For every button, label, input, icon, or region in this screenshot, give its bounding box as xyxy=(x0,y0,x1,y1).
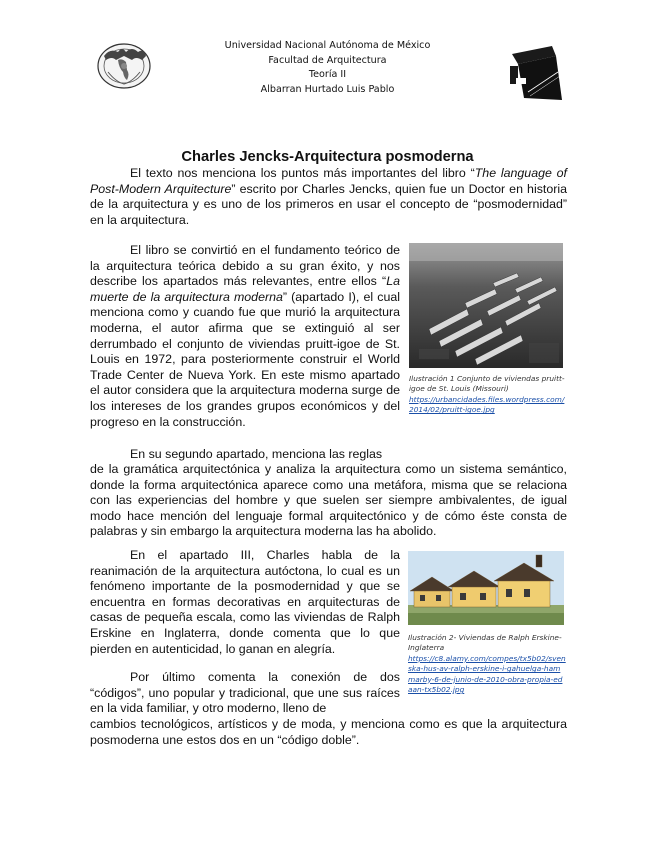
figure-1-caption xyxy=(409,374,565,416)
paragraph-chapter-three xyxy=(90,548,400,657)
chapter-two-line: palabras y sin embargo la arquitectura moderna las ha abolido. xyxy=(90,524,437,538)
university-name: Universidad Nacional Autónoma de México xyxy=(224,40,431,51)
chapter-two-line: donde la forma arquitectónica aparece como una metáfora, misma que se relaciona xyxy=(90,478,567,492)
figure-2-caption xyxy=(408,633,566,695)
double-code-line: cambios tecnológicos, artísticos y de moda, y menciona como es que la arquitectura xyxy=(90,717,567,731)
book-title: The language of Post-Modern Arquitecture xyxy=(90,166,567,196)
faculty-logo xyxy=(506,42,566,102)
double-code-text: Por último comenta la conexión de dos “códigos”, uno popular y tradicional, que une sus raíces en la vida familiar, y otro moderno, lleno de xyxy=(90,670,400,716)
paragraph-intro xyxy=(90,166,567,228)
paragraph-double-code xyxy=(90,670,400,717)
chapter-two-line: modo hace mención del lenguaje formal arquitectónico y de cómo éste consta de xyxy=(90,509,567,523)
erskine-houses-photo xyxy=(408,551,564,625)
chapter-three-text: En el apartado III, Charles habla de la reanimación de la arquitectura autóctona, lo cual es un fenómeno importante de la posmodernidad y que se encuentra en formas decorativas en arquitecturas de casas de pequeña escala, como las viviendas de Ralph Erskine en Inglaterra, donde comenta que lo que pierden en autenticidad, lo ganan en alegría. xyxy=(90,548,400,656)
pruitt-igoe-photo xyxy=(409,243,563,368)
intro-text-start: El texto nos menciona los puntos más importantes del libro “ xyxy=(130,166,475,180)
course-name: Teoría II xyxy=(308,69,347,81)
figure-2-source-link[interactable]: https://c8.alamy.com/compes/tx5b02/svenska-hus-av-ralph-erskine-i-gahuelga-hammarby-6-de-junio-de-2010-obra-propia-edaan-tx5b02.jpg xyxy=(408,653,566,695)
document-title: Charles Jencks-Arquitectura posmoderna xyxy=(181,149,474,165)
figure-1-source-link[interactable]: https://urbancidades.files.wordpress.com/2014/02/pruitt-igoe.jpg xyxy=(409,394,565,415)
chapter-one-text-start: El libro se convirtió en el fundamento teórico de la arquitectura teórica debido a su gran éxito, y nos describe los apartados más relevantes, entre ellos “ xyxy=(90,243,400,289)
chapter-one-title: La muerte de la arquitectura moderna xyxy=(90,274,400,304)
university-seal-logo xyxy=(96,42,152,90)
author-name: Albarran Hurtado Luis Pablo xyxy=(260,83,395,95)
chapter-two-line: con las experiencias del hombre y que suelen ser siempre ambivalentes, de igual xyxy=(90,493,567,507)
paragraph-chapter-one xyxy=(90,243,400,430)
figure-1-caption-text: Ilustración 1 Conjunto de viviendas pruitt-igoe de St. Louis (Missouri) xyxy=(409,374,565,394)
figure-2-caption-text: Ilustración 2- Viviendas de Ralph Erskine-Inglaterra xyxy=(408,633,562,653)
faculty-name: Facultad de Arquitectura xyxy=(268,54,387,66)
double-code-line: posmoderna une estos dos en un “código doble”. xyxy=(90,733,360,747)
chapter-one-text-end: ” (apartado I), el cual menciona como y cuando fue que murió la arquitectura moderna, el autor afirma que se extinguió al ser derrumbado el conjunto de viviendas pruitt-igoe de St. Louis en 1972, para posteriormente construir el World Trade Center de Nueva York. En este mismo apartado el autor considera que la arquitectura moderna surge de los intereses de los grandes grupos económicos y del progreso en la construcción. xyxy=(90,289,400,429)
chapter-two-line-text: En su segundo apartado, menciona las reglas xyxy=(130,447,383,461)
chapter-two-line xyxy=(90,447,567,463)
intro-text-end: ” escrito por Charles Jencks, quien fue un Doctor en historia de la arquitectura y es uno de los primeros en usar el concepto de “posmodernidad” en la arquitectura. xyxy=(90,181,567,227)
chapter-two-line: de la gramática arquitectónica y analiza la arquitectura como un sistema semántico, xyxy=(90,462,567,476)
